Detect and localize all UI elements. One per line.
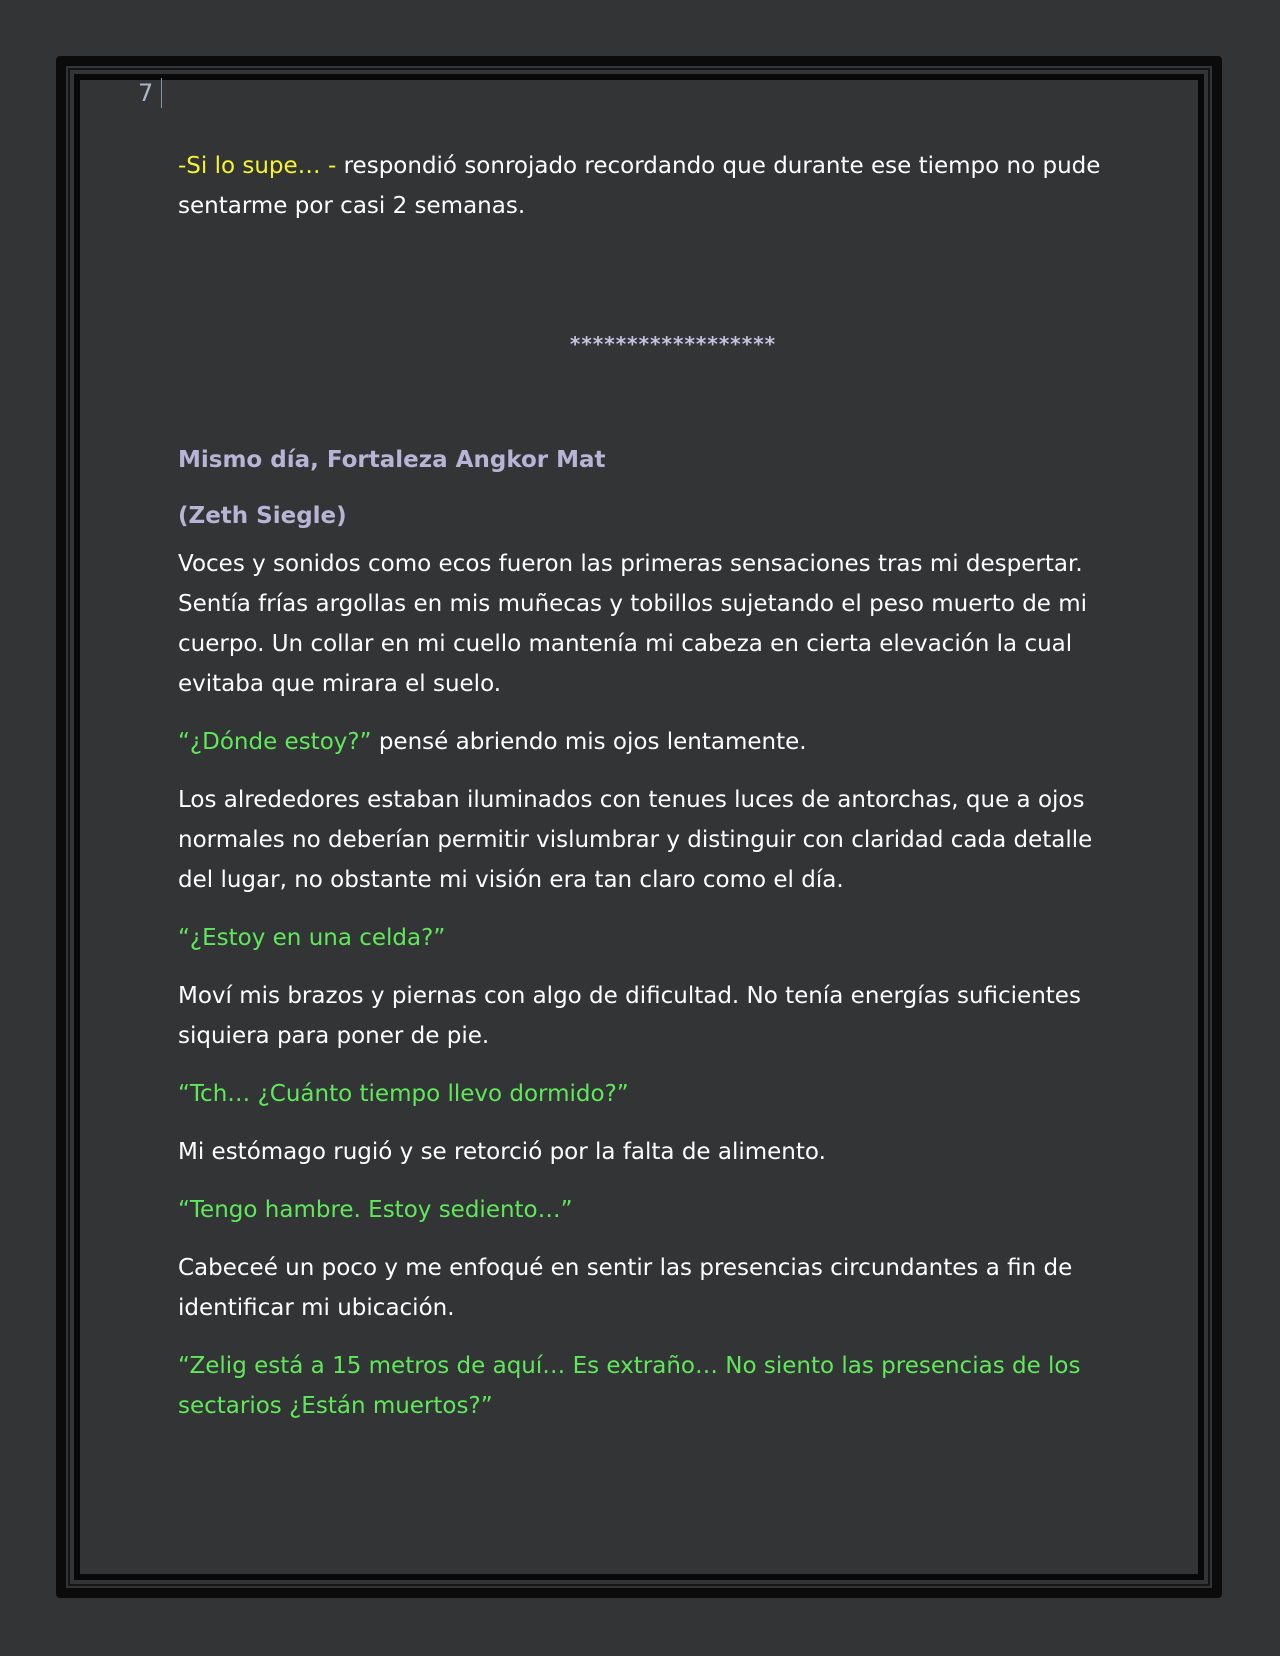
paragraph-8: Mi estómago rugió y se retorció por la falta de alimento. xyxy=(178,1139,826,1165)
page-number: 7 xyxy=(138,78,162,108)
section-heading: Mismo día, Fortaleza Angkor Mat xyxy=(178,447,606,473)
paragraph-3 xyxy=(178,722,1108,762)
narration: respondió sonrojado recordando que durante ese tiempo no pude sentarme por casi 2 semanas. xyxy=(178,153,1101,219)
character-heading: (Zeth Siegle) xyxy=(178,503,347,529)
thought-green: “¿Dónde estoy?” xyxy=(178,729,372,755)
paragraph-11: “Zelig está a 15 metros de aquí… Es extraño… No siento las presencias de los sectarios ¿Están muertos?” xyxy=(178,1353,1081,1419)
paragraph-1 xyxy=(178,146,1108,226)
paragraph-2: Voces y sonidos como ecos fueron las primeras sensaciones tras mi despertar. Sentía frías argollas en mis muñecas y tobillos sujetando el peso muerto de mi cuerpo. Un collar en mi cuello mantenía mi cabeza en cierta elevación la cual evitaba que mirara el suelo. xyxy=(178,551,1088,697)
paragraph-5: “¿Estoy en una celda?” xyxy=(178,925,446,951)
narration: pensé abriendo mis ojos lentamente. xyxy=(371,729,807,755)
page-content xyxy=(178,146,1108,1426)
paragraph-10: Cabeceé un poco y me enfoqué en sentir las presencias circundantes a fin de identificar mi ubicación. xyxy=(178,1255,1073,1321)
dialogue-yellow: -Si lo supe… - xyxy=(178,153,337,179)
paragraph-7: “Tch… ¿Cuánto tiempo llevo dormido?” xyxy=(178,1081,629,1107)
paragraph-6: Moví mis brazos y piernas con algo de dificultad. No tenía energías suficientes siquiera para poner de pie. xyxy=(178,983,1081,1049)
scene-separator: ****************** xyxy=(569,332,777,356)
paragraph-9: “Tengo hambre. Estoy sediento…” xyxy=(178,1197,573,1223)
paragraph-4: Los alrededores estaban iluminados con tenues luces de antorchas, que a ojos normales no deberían permitir vislumbrar y distinguir con claridad cada detalle del lugar, no obstante mi visión era tan claro como el día. xyxy=(178,787,1093,893)
